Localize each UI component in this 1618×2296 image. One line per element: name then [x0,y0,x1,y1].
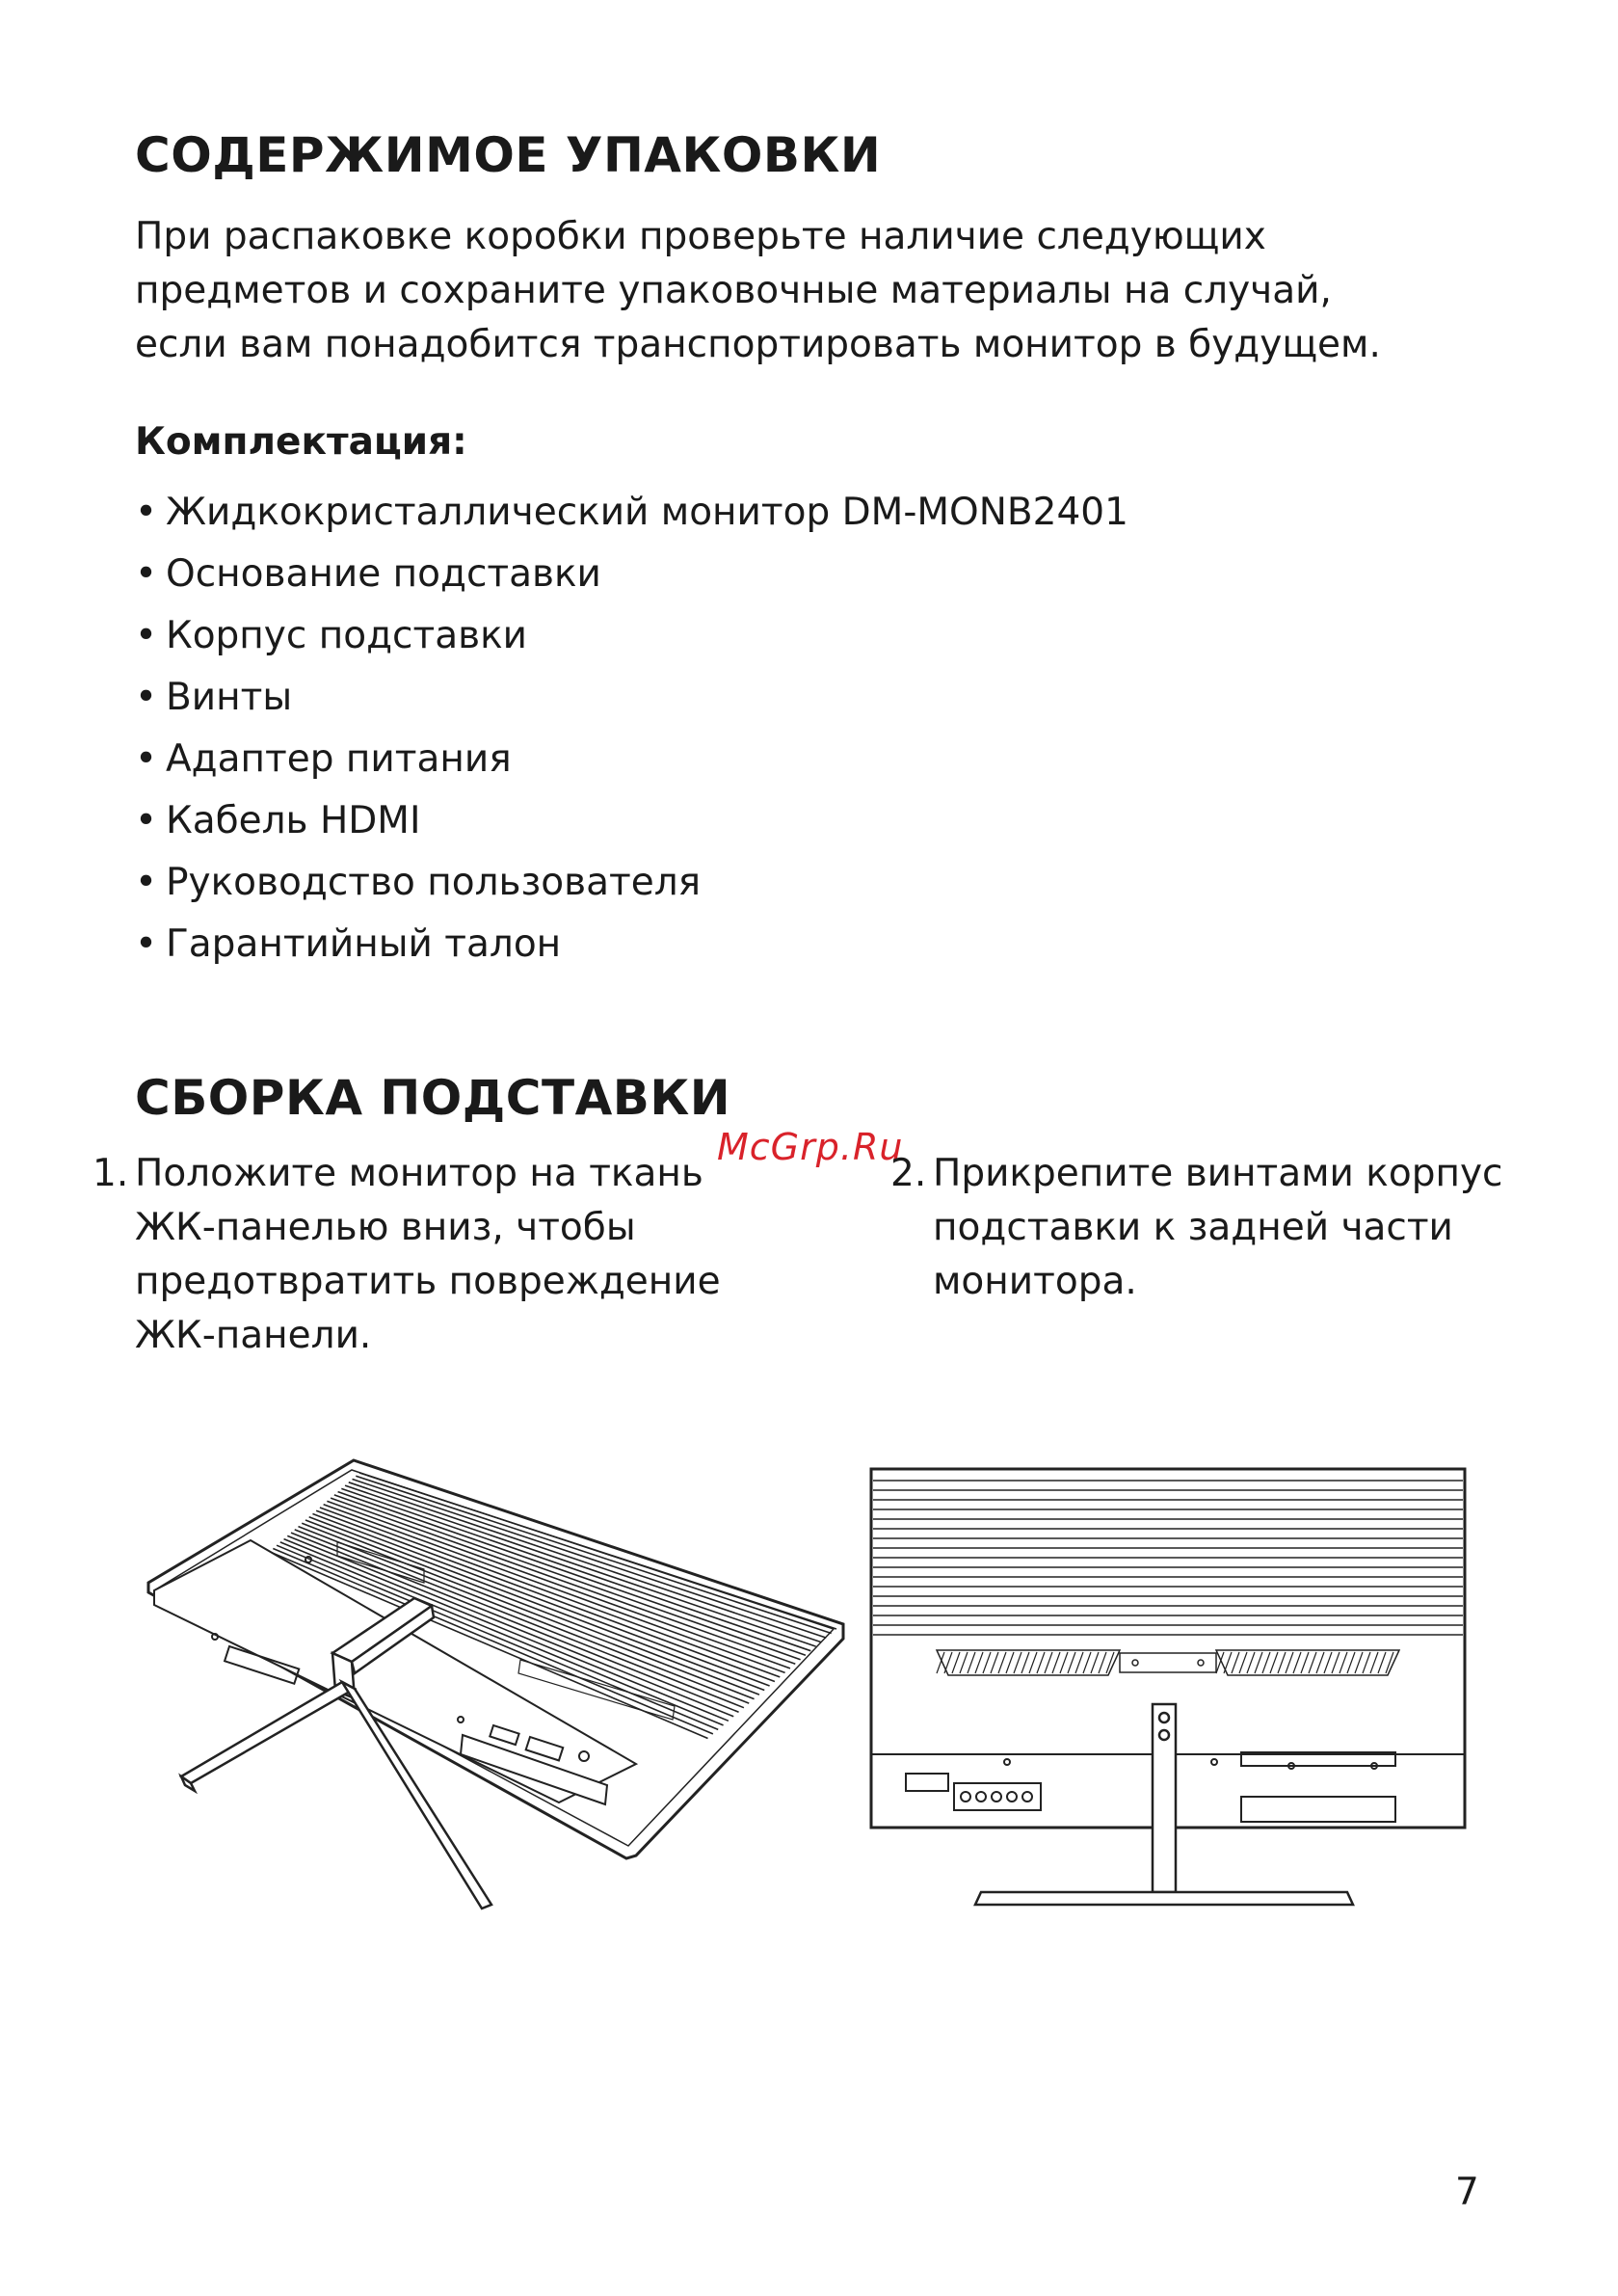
intro-line: если вам понадобится транспортировать монитор в будущем. [135,323,1381,366]
button-icons [954,1783,1041,1810]
intro-paragraph [135,210,1503,372]
step-text-line: предотвратить повреждение [135,1260,721,1303]
list-item-text: Жидкокристаллический монитор DM-MONB2401 [166,491,1128,534]
step-text-line: Положите монитор на ткань [135,1152,703,1195]
intro-line: предметов и сохраните упаковочные материалы на случай, [135,269,1332,312]
step-number: 1. [93,1152,129,1195]
bullet: • [135,676,158,719]
monitor-face-down-illustration [135,1446,848,1947]
assembly-step-1 [93,1147,721,1363]
list-item-text: Корпус подставки [166,614,527,657]
list-item-text: Кабель HDMI [166,799,421,842]
assembly-step-2 [890,1147,1503,1309]
list-item-text: Адаптер питания [166,737,512,781]
watermark: McGrp.Ru [717,1126,904,1168]
step-text-line: ЖК-панели. [135,1314,372,1357]
intro-line: При распаковке коробки проверьте наличие следующих [135,215,1266,258]
section-title-assembly: СБОРКА ПОДСТАВКИ [135,1070,731,1126]
package-list [135,482,1128,975]
back-cover-ribs [873,1481,1463,1635]
bullet: • [135,799,158,842]
list-item [135,544,1128,605]
list-item-text: Руководство пользователя [166,861,702,904]
monitor-back-panel-outline [148,1460,843,1858]
bullet: • [135,552,158,596]
list-item [135,605,1128,667]
step-text-line: Прикрепите винтами корпус [933,1152,1503,1195]
bullet: • [135,491,158,534]
stand-base [975,1892,1353,1905]
section-title-contents: СОДЕРЖИМОЕ УПАКОВКИ [135,127,882,183]
list-item-text: Основание подставки [166,552,601,596]
bullet: • [135,737,158,781]
list-item [135,790,1128,852]
step-text-line: монитора. [933,1260,1137,1303]
step-number: 2. [890,1152,927,1195]
list-item [135,482,1128,544]
monitor-rear-view-illustration [867,1465,1474,1918]
list-item [135,667,1128,729]
list-item [135,852,1128,914]
stand-neck [1153,1704,1176,1892]
bullet: • [135,922,158,966]
step-text-line: подставки к задней части [933,1206,1453,1249]
package-list-heading: Комплектация: [135,420,467,464]
bullet: • [135,861,158,904]
button-row [906,1774,948,1791]
list-item-text: Гарантийный талон [166,922,562,966]
list-item-text: Винты [166,676,293,719]
page-number: 7 [1455,2171,1479,2214]
bullet: • [135,614,158,657]
list-item [135,729,1128,790]
list-item [135,914,1128,975]
step-text-line: ЖК-панелью вниз, чтобы [135,1206,636,1249]
vent-grille [937,1650,1399,1675]
